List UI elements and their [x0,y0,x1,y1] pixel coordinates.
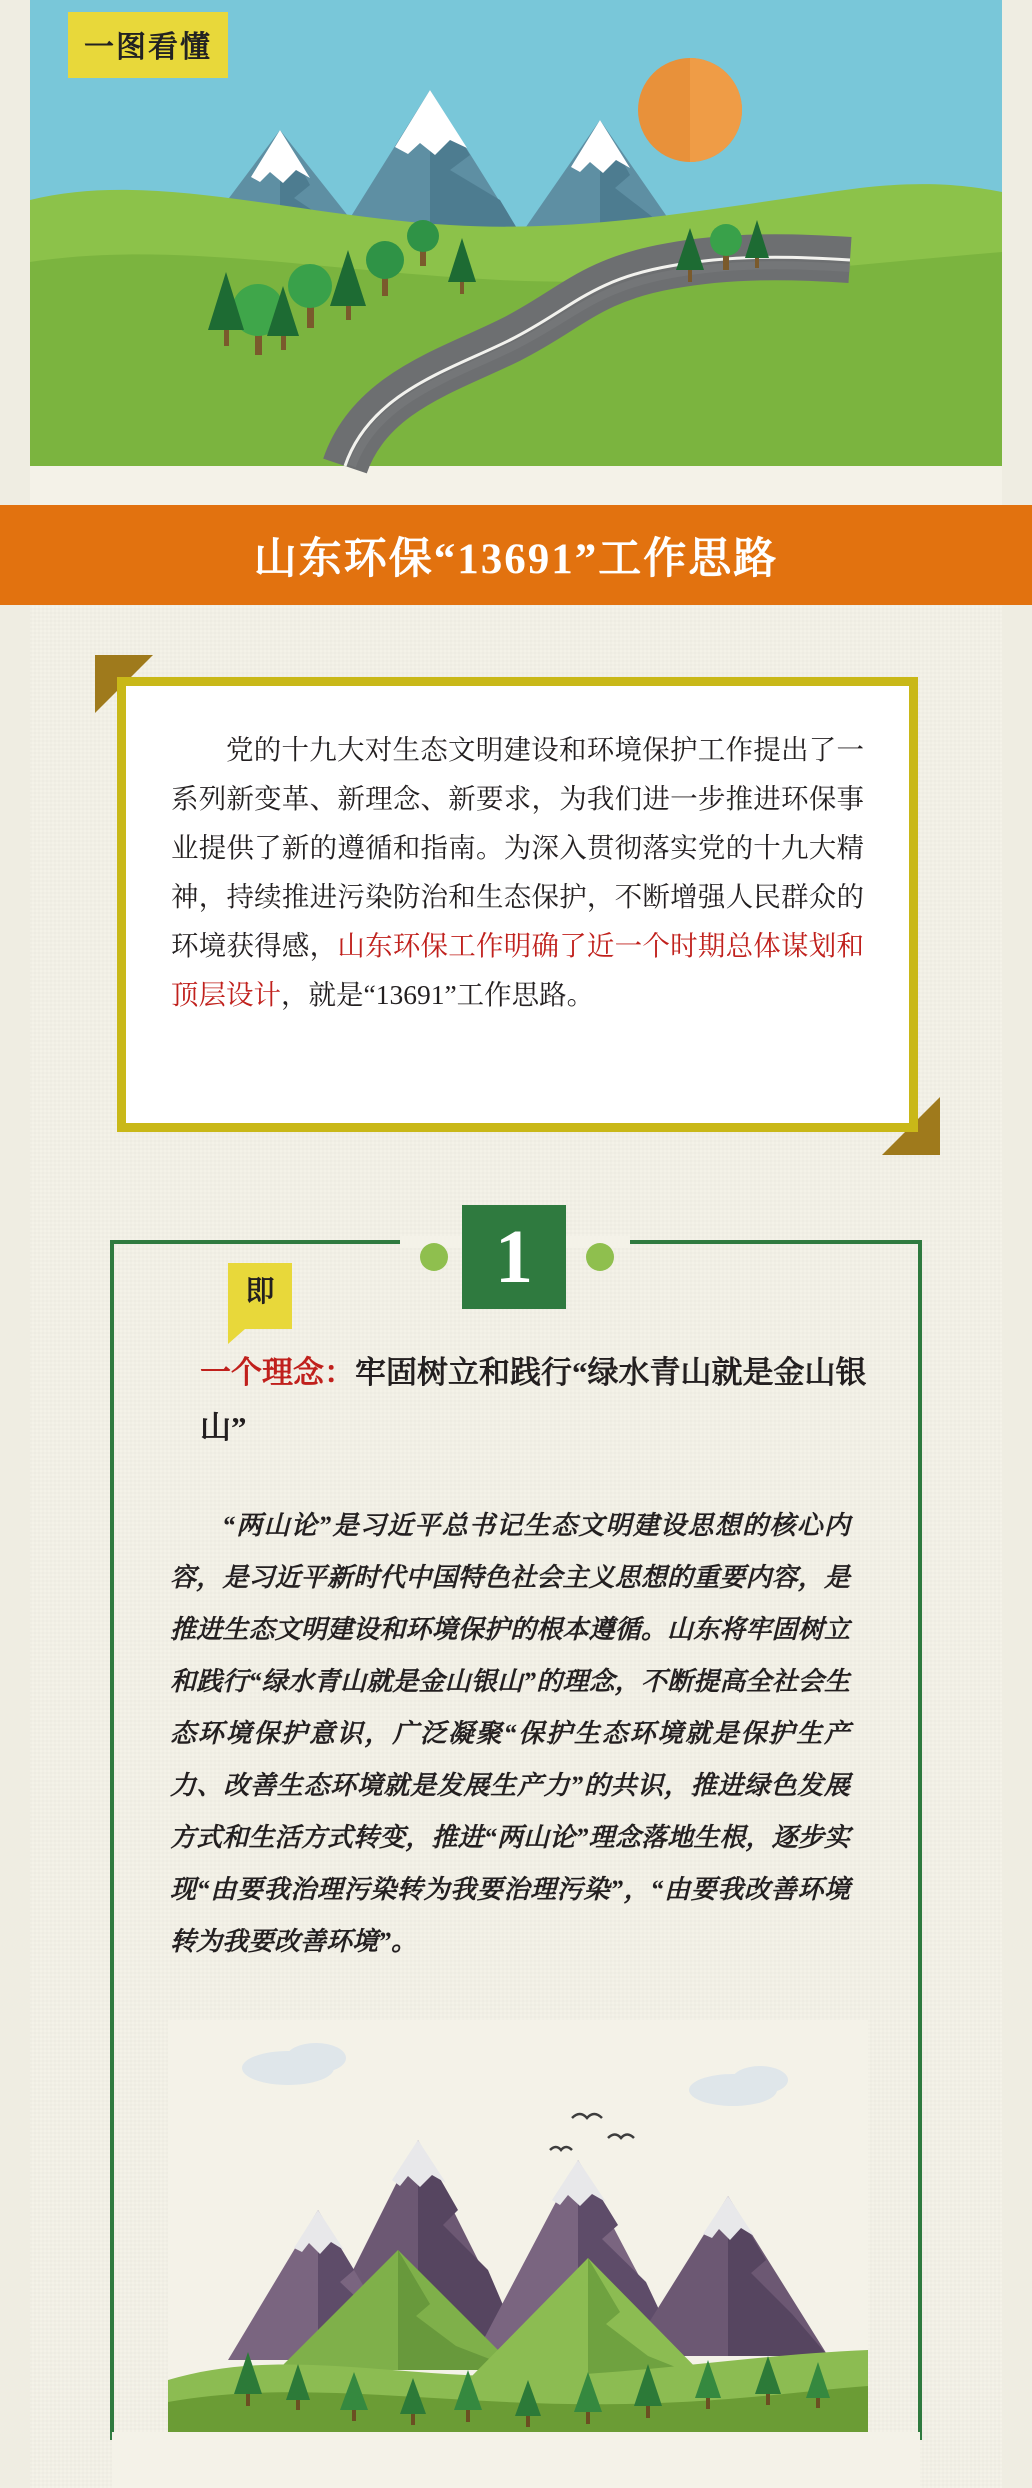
intro-text-part2: ，就是“13691”工作思路。 [281,979,595,1010]
section-1-body: “两山论”是习近平总书记生态文明建设思想的核心内容，是习近平新时代中国特色社会主义思想的重要内容，是推进生态文明建设和环境保护的根本遵循。山东将牢固树立和践行“绿水青山就是金山银山”的理念，不断提高全社会生态环境保护意识，广泛凝聚“保护生态环境就是保护生产力、改善生态环境就是发展生产力”的共识，推进绿色发展方式和生活方式转变，推进“两山论”理念落地生根，逐步实现“由要我治理污染转为我要治理污染”，“由要我改善环境转为我要改善环境”。 [170,1511,850,1956]
intro-paragraph [171,725,864,1019]
badge-label: 一图看懂 [84,31,212,64]
sun-icon [638,58,742,162]
badge-ji-label: 即 [245,1276,275,1308]
badge-yitukandong [68,12,228,78]
badge-ji [228,1263,292,1329]
page-margin-left [0,0,30,2488]
decor-dot-right [586,1243,614,1271]
section-1-box-bottom-fade [112,2432,920,2488]
intro-card-body [131,691,904,1118]
title-band-inner [30,505,1002,605]
section-1-heading [200,1345,880,1455]
title-band [0,505,1032,605]
section-1-heading-rest: 牢固树立和践行“绿水青山就是金山银山” [200,1355,867,1445]
bottom-illustration [168,2020,868,2440]
intro-text-part1: 党的十九大对生态文明建设和环境保护工作提出了一系列新变革、新理念、新要求，为我们进一步推进环保事业提供了新的遵循和指南。为深入贯彻落实党的十九大精神，持续推进污染防治和生态保护，不断增强人民群众的环境获得感， [171,734,864,961]
page-margin-right [1002,0,1032,2488]
section-1-heading-lead: 一个理念： [200,1355,355,1390]
page-title: 山东环保“13691”工作思路 [253,535,779,583]
section-1-number: 1 [462,1205,566,1309]
intro-text-highlight: 山东环保工作明确了近一个时期总体谋划和顶层设计 [171,930,864,1010]
intro-card [95,655,940,1155]
decor-dot-left [420,1243,448,1271]
